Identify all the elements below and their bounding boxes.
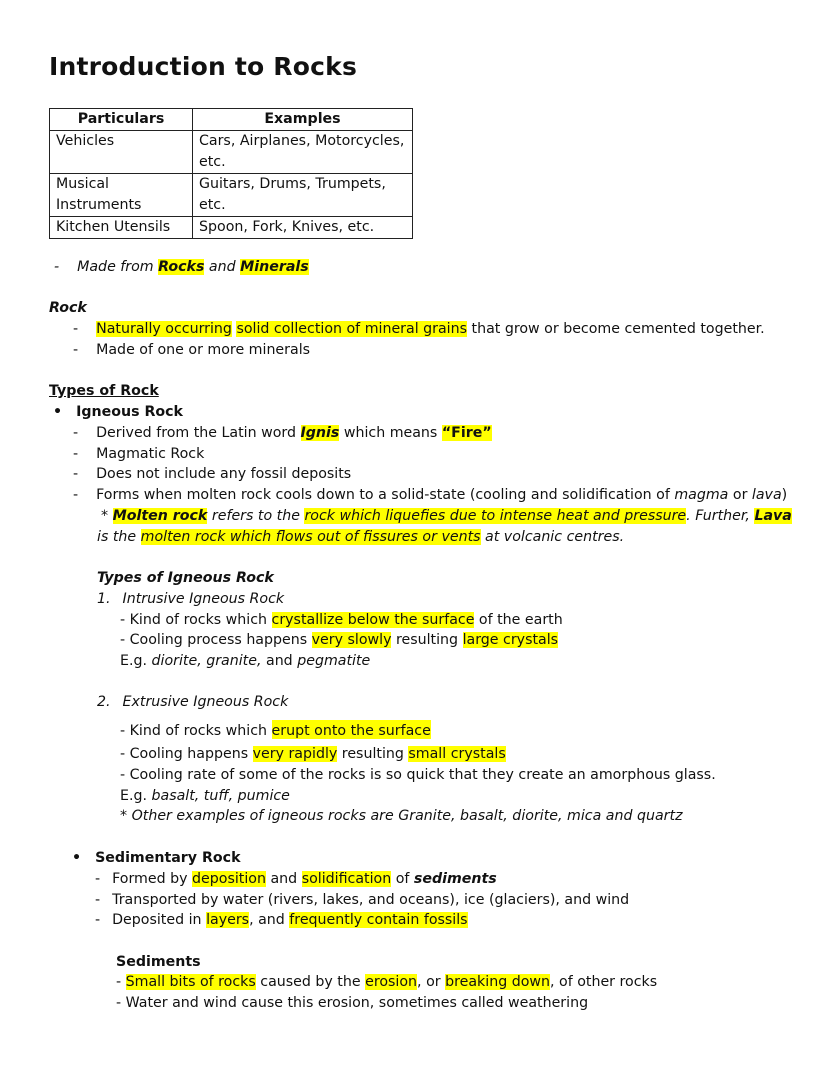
made-from-line: [54, 257, 309, 278]
intrusive-line: - Cooling process happens very slowly resulting large crystals: [120, 632, 559, 648]
extrusive-line: - Kind of rocks which erupt onto the surface: [120, 721, 431, 742]
bullet-icon: •: [72, 850, 82, 866]
highlight: Small bits of rocks: [125, 974, 256, 990]
cell-text: Musical: [56, 176, 110, 192]
text: Made of one or more minerals: [96, 342, 311, 358]
cell-text: etc.: [199, 154, 226, 170]
bullet-icon: •: [53, 404, 63, 420]
highlight: deposition: [192, 871, 266, 887]
highlight: molten rock which flows out of fissures or vents: [140, 529, 481, 545]
text: and: [204, 259, 241, 275]
intrusive-examples: E.g. diorite, granite, and pegmatite: [120, 653, 371, 669]
rock-heading: Rock: [49, 300, 87, 316]
table-header: Particulars: [50, 109, 193, 131]
table-row: [50, 217, 413, 239]
cell-text: Instruments: [56, 197, 142, 213]
text: Igneous Rock: [76, 404, 183, 420]
igneous-heading: [53, 402, 183, 423]
highlight: solid collection of mineral grains: [236, 321, 468, 337]
highlight: breaking down: [445, 974, 550, 990]
highlight: very slowly: [311, 632, 392, 648]
sediments-line: - Small bits of rocks caused by the erosion, or breaking down, of other rocks: [116, 974, 658, 990]
highlight: Molten rock: [112, 508, 208, 524]
rock-bullet: - Made of one or more minerals: [73, 342, 311, 358]
highlight-ignis: Ignis: [300, 425, 340, 441]
igneous-bullet: - Forms when molten rock cools down to a solid-state (cooling and solidification of magma or lava): [73, 487, 788, 503]
igneous-bullet: - Does not include any fossil deposits: [73, 466, 352, 482]
highlight: Lava: [754, 508, 792, 524]
sedimentary-bullet: - Transported by water (rivers, lakes, and oceans), ice (glaciers), and wind: [95, 892, 630, 908]
table-cell: [193, 131, 413, 174]
cell-text: etc.: [199, 197, 226, 213]
igneous-bullet: - Derived from the Latin word Ignis which means “Fire”: [73, 425, 492, 441]
highlight: small crystals: [408, 746, 506, 762]
sediments-heading: Sediments: [116, 954, 201, 970]
examples-table: [49, 108, 413, 239]
table-cell: Vehicles: [50, 131, 193, 174]
page-title: Introduction to Rocks: [49, 52, 358, 81]
table-row: [50, 131, 413, 174]
highlight: rock which liquefies due to intense heat and pressure: [304, 508, 687, 524]
extrusive-heading: 2. Extrusive Igneous Rock: [97, 694, 289, 710]
text: Made from: [77, 259, 159, 275]
highlight: frequently contain fossils: [289, 912, 468, 928]
cell-text: Guitars, Drums, Trumpets,: [199, 176, 386, 192]
text: that grow or become cemented together.: [467, 321, 765, 337]
highlight: large crystals: [462, 632, 559, 648]
sedimentary-bullet: - Deposited in layers, and frequently contain fossils: [95, 912, 468, 928]
table-cell: Kitchen Utensils: [50, 217, 193, 239]
highlight: layers: [206, 912, 250, 928]
table-cell: Spoon, Fork, Knives, etc.: [193, 217, 413, 239]
highlight-fire: “Fire”: [441, 425, 492, 441]
sediments-line: - Water and wind cause this erosion, sometimes called weathering: [116, 995, 589, 1011]
igneous-types-heading: Types of Igneous Rock: [97, 570, 274, 586]
table-cell: [50, 174, 193, 217]
extrusive-line: - Cooling happens very rapidly resulting small crystals: [120, 746, 506, 762]
types-heading: Types of Rock: [49, 383, 159, 399]
table-header: Examples: [193, 109, 413, 131]
rock-bullet: - Naturally occurring solid collection of mineral grains that grow or become cemented together.: [73, 321, 765, 337]
sedimentary-heading: • Sedimentary Rock: [72, 850, 241, 866]
lava-note: is the molten rock which flows out of fissures or vents at volcanic centres.: [97, 529, 625, 545]
highlight: very rapidly: [252, 746, 338, 762]
highlight: erupt onto the surface: [272, 720, 431, 739]
highlight: erosion: [365, 974, 418, 990]
highlight-rocks: Rocks: [158, 259, 205, 275]
highlight-minerals: Minerals: [240, 259, 309, 275]
table-row: [50, 174, 413, 217]
table-cell: [193, 174, 413, 217]
cell-text: Cars, Airplanes, Motorcycles,: [199, 133, 405, 149]
extrusive-line: - Cooling rate of some of the rocks is so quick that they create an amorphous glass.: [120, 767, 716, 783]
highlight: solidification: [301, 871, 392, 887]
sedimentary-bullet: - Formed by deposition and solidification of sediments: [95, 871, 497, 887]
other-examples-note: * Other examples of igneous rocks are Granite, basalt, diorite, mica and quartz: [120, 808, 683, 824]
intrusive-line: - Kind of rocks which crystallize below the surface of the earth: [120, 612, 563, 628]
table-header-row: [50, 109, 413, 131]
igneous-bullet: - Magmatic Rock: [73, 446, 205, 462]
molten-rock-note: * Molten rock refers to the rock which liquefies due to intense heat and pressure. Further, Lava: [101, 508, 792, 524]
dash-marker: -: [54, 259, 60, 275]
intrusive-heading: 1. Intrusive Igneous Rock: [97, 591, 285, 607]
highlight: crystallize below the surface: [271, 612, 475, 628]
highlight: Naturally occurring: [96, 321, 232, 337]
extrusive-examples: E.g. basalt, tuff, pumice: [120, 788, 290, 804]
